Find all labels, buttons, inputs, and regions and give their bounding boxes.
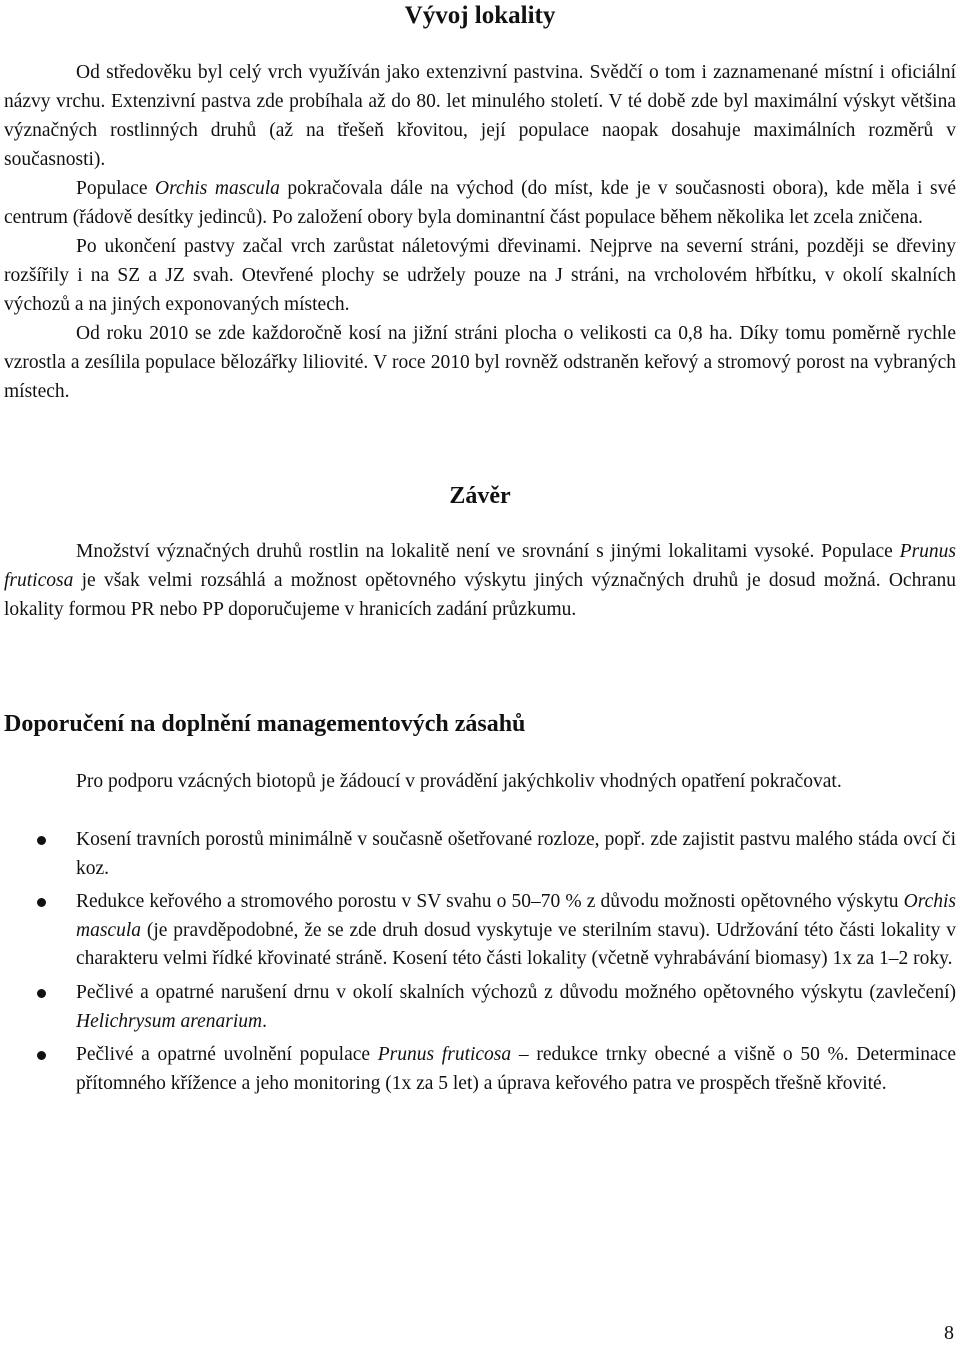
section-title-doporuceni: Doporučení na doplnění managementových zásahů [4,711,526,737]
bullet-icon [37,989,46,998]
section-title-vyvoj: Vývoj lokality [404,2,556,29]
section-title-zaver: Závěr [449,483,511,509]
recommendation-item: Redukce keřového a stromového porostu v SV svahu o 50–70 % z důvodu možnosti opětovného výskytu Orchis mascula (je pravděpodobné, že se zde druh dosud vyskytuje ve sterilním stavu). Udržování této části lokality v charakteru velmi řídké křovinaté stráně. Kosení této části lokality (včetně vyhrabávání biomasy) 1x za 1–2 roky. [0,888,956,974]
species-name: Orchis mascula [155,178,280,199]
bullet-icon [37,898,46,907]
paragraph: Populace Orchis mascula pokračovala dále na východ (do míst, kde je v současnosti obora), kde měla i své centrum (řádově desítky jedinců). Po založení obory byla dominantní část populace během několika let zcela zničena. [4,178,956,228]
species-name: Helichrysum arenarium [76,1010,263,1032]
paragraph: Pro podporu vzácných biotopů je žádoucí v provádění jakýchkoliv vhodných opatření pokračovat. [76,771,842,792]
species-name: Prunus fruticosa [377,1044,512,1066]
page-number: 8 [944,1322,954,1344]
paragraph: Po ukončení pastvy začal vrch zarůstat náletovými dřevinami. Nejprve na severní stráni, později se dřeviny rozšířily i na SZ a JZ svah. Otevřené plochy se udržely pouze na J stráni, na vrcholovém hřbítku, v okolí skalních výchozů a na jiných exponovaných místech. [4,236,956,315]
recommendation-item: Kosení travních porostů minimálně v současně ošetřované rozloze, popř. zde zajistit pastvu malého stáda ovcí či koz. [0,826,956,883]
species-name: Orchis mascula [76,891,956,941]
recommendation-item: Pečlivé a opatrné uvolnění populace Prunus fruticosa – redukce trnky obecné a višně o 50 %. Determinace přítomného křížence a jeho monitoring (1x za 5 let) a úprava keřového patra ve prospěch třešně křovité. [0,1041,956,1098]
bullet-icon [37,836,46,845]
paragraph: Od středověku byl celý vrch využíván jako extenzivní pastvina. Svědčí o tom i zaznamenané místní i oficiální názvy vrchu. Extenzivní pastva zde probíhala až do 80. let minulého století. V té době zde byl maximální výskyt většina význačných rostlinných druhů (až na třešeň křovitou, její populace naopak dosahuje maximálních rozměrů v současnosti). [4,62,956,170]
recommendation-item: Pečlivé a opatrné narušení drnu v okolí skalních výchozů z důvodu možného opětovného výskytu (zavlečení) Helichrysum arenarium. [0,979,956,1036]
bullet-icon [37,1051,46,1060]
species-name: Prunus fruticosa [4,541,956,591]
recommendation-list [0,826,956,1103]
paragraph: Od roku 2010 se zde každoročně kosí na jižní stráni plocha o velikosti ca 0,8 ha. Díky tomu poměrně rychle vzrostla a zesílila populace bělozářky liliovité. V roce 2010 byl rovněž odstraněn keřový a stromový porost na vybraných místech. [4,323,956,402]
paragraph: Množství význačných druhů rostlin na lokalitě není ve srovnání s jinými lokalitami vysoké. Populace Prunus fruticosa je však velmi rozsáhlá a možnost opětovného výskytu jiných význačných druhů je dosud možná. Ochranu lokality formou PR nebo PP doporučujeme v hranicích zadání průzkumu. [4,541,956,620]
